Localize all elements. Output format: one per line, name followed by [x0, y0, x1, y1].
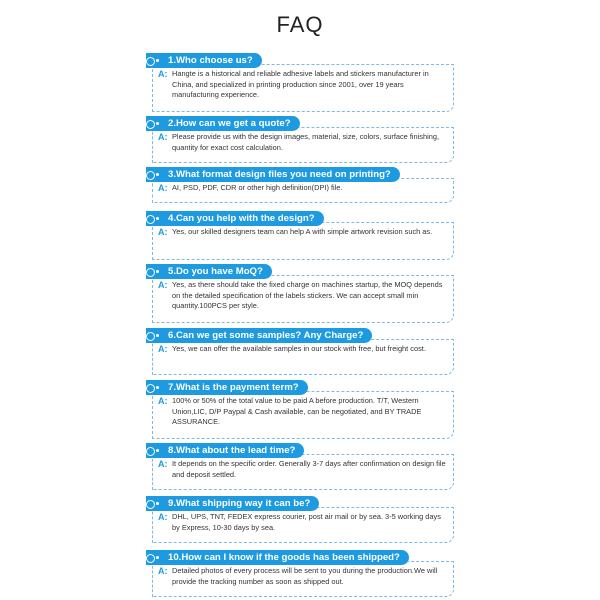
answer-marker: A: [158, 69, 168, 79]
answer-text: It depends on the specific order. Generally 3-7 days after confirmation on design file and deposit settled. [172, 459, 446, 479]
bullet-dot-small-icon [156, 59, 159, 62]
question-text: 3.What format design files you need on printing? [168, 169, 391, 180]
answer-marker: A: [158, 566, 168, 576]
answer-text: Yes, we can offer the available samples in our stock with free, but freight cost. [172, 344, 426, 353]
question-text: 6.Can we get some samples? Any Charge? [168, 330, 364, 341]
bullet-dot-small-icon [156, 386, 159, 389]
bullet-dot-icon [146, 57, 155, 66]
question-text: 9.What shipping way it can be? [168, 498, 311, 509]
question-pill[interactable] [146, 116, 300, 131]
page-title: FAQ [276, 12, 324, 37]
answer-box [152, 275, 454, 323]
question-pill[interactable] [146, 496, 319, 511]
bullet-dot-icon [146, 554, 155, 563]
bullet-dot-icon [146, 268, 155, 277]
question-text: 7.What is the payment term? [168, 382, 299, 393]
answer-text: Yes, as there should take the fixed charge on machines startup, the MOQ depends on the detailed specification of the labels stickers. We can accept small min quantity.100PCS per style. [172, 280, 443, 310]
bullet-dot-icon [146, 500, 155, 509]
answer-box [152, 561, 454, 597]
answer-box [152, 507, 454, 543]
question-pill[interactable] [146, 167, 400, 182]
question-pill[interactable] [146, 380, 308, 395]
answer-marker: A: [158, 396, 168, 406]
bullet-dot-small-icon [156, 270, 159, 273]
answer-marker: A: [158, 183, 168, 193]
bullet-dot-small-icon [156, 334, 159, 337]
answer-box [152, 127, 454, 163]
answer-text: Detailed photos of every process will be sent to you during the production.We will provide the tracking number as soon as shipped out. [172, 566, 438, 586]
question-text: 5.Do you have MoQ? [168, 266, 263, 277]
question-pill[interactable] [146, 550, 409, 565]
answer-text: Hangte is a historical and reliable adhesive labels and stickers manufacturer in China, and specialized in printing production since 2001, over 19 years manufacturing experience. [172, 69, 429, 99]
question-pill[interactable] [146, 443, 304, 458]
bullet-dot-small-icon [156, 502, 159, 505]
question-text: 4.Can you help with the design? [168, 213, 315, 224]
bullet-dot-icon [146, 215, 155, 224]
bullet-dot-small-icon [156, 556, 159, 559]
question-text: 1.Who choose us? [168, 55, 253, 66]
question-text: 8.What about the lead time? [168, 445, 296, 456]
bullet-dot-icon [146, 447, 155, 456]
question-pill[interactable] [146, 211, 324, 226]
bullet-dot-small-icon [156, 449, 159, 452]
answer-text: Yes, our skilled designers team can help A with simple artwork revision such as. [172, 227, 433, 236]
bullet-dot-icon [146, 384, 155, 393]
answer-marker: A: [158, 280, 168, 290]
bullet-dot-icon [146, 332, 155, 341]
answer-marker: A: [158, 132, 168, 142]
answer-marker: A: [158, 227, 168, 237]
answer-box [152, 64, 454, 112]
answer-box [152, 391, 454, 439]
bullet-dot-small-icon [156, 173, 159, 176]
answer-text: Please provide us with the design images, material, size, colors, surface finishing, quantity for exact cost calculation. [172, 132, 440, 152]
answer-text: 100% or 50% of the total value to be paid A before production. T/T, Western Union,LIC, D/P Paypal & Cash available, can be negotiated, and BY TRADE ASSURANCE. [172, 396, 422, 426]
bullet-dot-small-icon [156, 217, 159, 220]
answer-text: AI, PSD, PDF, CDR or other high definition(DPI) file. [172, 183, 343, 192]
answer-marker: A: [158, 459, 168, 469]
answer-marker: A: [158, 512, 168, 522]
answer-box [152, 222, 454, 260]
answer-box [152, 454, 454, 490]
answer-text: DHL, UPS, TNT, FEDEX express courier, post air mail or by sea. 3-5 working days by Express, 10-30 days by sea. [172, 512, 441, 532]
bullet-dot-small-icon [156, 122, 159, 125]
bullet-dot-icon [146, 171, 155, 180]
answer-marker: A: [158, 344, 168, 354]
question-text: 10.How can I know if the goods has been shipped? [168, 552, 400, 563]
answer-box [152, 339, 454, 375]
question-text: 2.How can we get a quote? [168, 118, 291, 129]
question-pill[interactable] [146, 328, 372, 343]
question-pill[interactable] [146, 53, 262, 68]
question-pill[interactable] [146, 264, 272, 279]
bullet-dot-icon [146, 120, 155, 129]
